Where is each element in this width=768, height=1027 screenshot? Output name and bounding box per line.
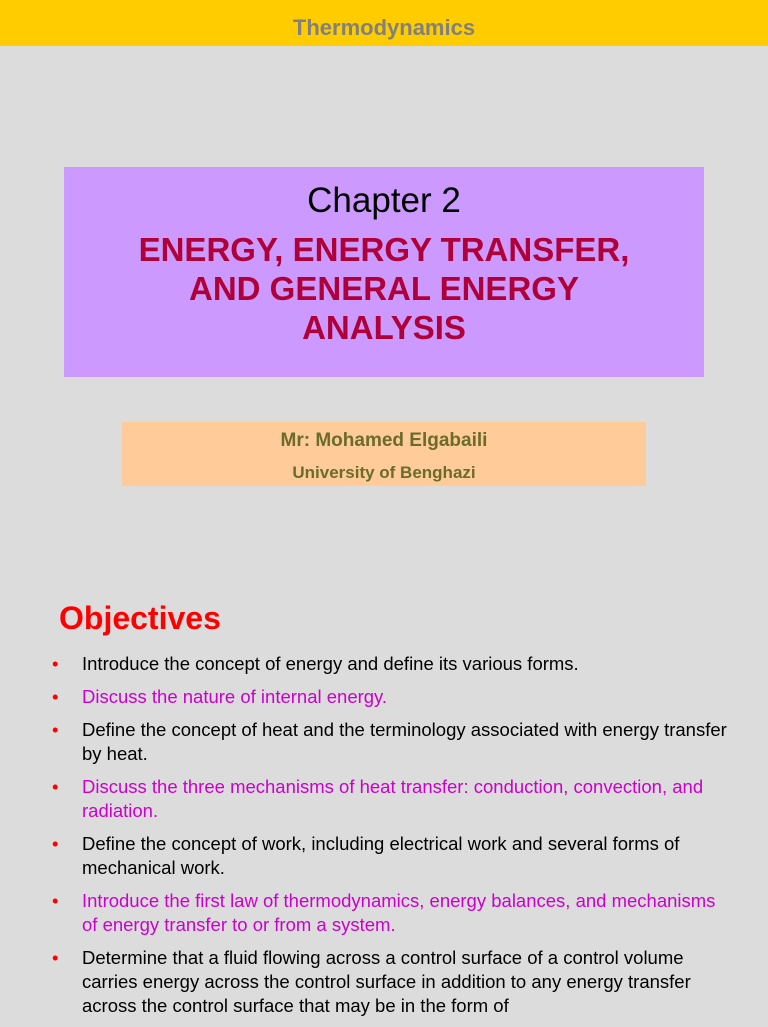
objective-item [52, 685, 732, 709]
objective-item [52, 946, 732, 1018]
title-box [64, 167, 704, 377]
objectives-list [52, 652, 732, 1027]
objective-text: Determine that a fluid flowing across a control surface of a control volume carries energy across the control surface in addition to any energy transfer across the control surface that may be in the form of [82, 947, 691, 1016]
objective-item [52, 889, 732, 937]
author-university: University of Benghazi [292, 463, 476, 482]
chapter-title: ENERGY, ENERGY TRANSFER, AND GENERAL ENERGY ANALYSIS [138, 231, 630, 346]
objective-text: Introduce the first law of thermodynamics, energy balances, and mechanisms of energy transfer to or from a system. [82, 890, 716, 935]
bullet-icon: • [52, 719, 59, 740]
slide-header [0, 0, 768, 46]
objective-text: Discuss the three mechanisms of heat transfer: conduction, convection, and radiation. [82, 776, 704, 821]
bullet-icon: • [52, 686, 59, 707]
bullet-icon: • [52, 890, 59, 911]
bullet-icon: • [52, 776, 59, 797]
objective-item [52, 775, 732, 823]
author-name: Mr: Mohamed Elgabaili [280, 430, 488, 451]
objectives-heading: Objectives [59, 600, 221, 636]
objective-item [52, 652, 732, 676]
bullet-icon: • [52, 653, 59, 674]
objective-text: Discuss the nature of internal energy. [82, 686, 388, 707]
header-title: Thermodynamics [292, 15, 476, 40]
objective-text: Introduce the concept of energy and define its various forms. [82, 653, 579, 674]
objective-text: Define the concept of work, including electrical work and several forms of mechanical work. [82, 833, 680, 878]
author-box [122, 422, 646, 486]
objective-item [52, 832, 732, 880]
bullet-icon: • [52, 947, 59, 968]
bullet-icon: • [52, 833, 59, 854]
objective-item [52, 718, 732, 766]
objective-text: Define the concept of heat and the terminology associated with energy transfer by heat. [82, 719, 727, 764]
chapter-label: Chapter 2 [307, 181, 461, 220]
